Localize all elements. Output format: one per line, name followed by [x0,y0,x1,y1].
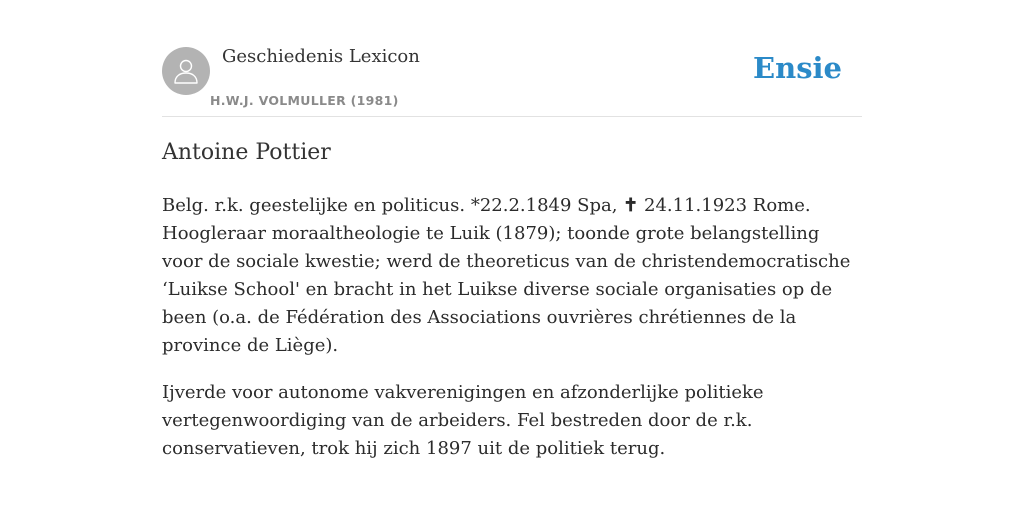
user-icon [171,56,201,86]
source-author[interactable]: H.W.J. VOLMULLER (1981) [210,93,399,108]
brand-logo[interactable]: Ensie [753,51,842,85]
article-header [162,0,862,117]
article-title: Antoine Pottier [162,140,331,165]
avatar[interactable] [162,47,210,95]
death-cross-icon: ✝ [623,195,639,216]
paragraph-1 [162,192,862,360]
paragraph-1-part-b: 24.11.1923 Rome. Hoogleraar moraaltheologie te Luik (1879); toonde grote belangstelling voor de sociale kwestie; werd de theoreticus van de christendemocratische ‘Luikse School' en bracht in het Luikse diverse sociale organisaties op de been (o.a. de Fédération des Associations ouvrières chrétiennes de la province de Liège). [162,195,851,356]
article-body [162,192,862,482]
paragraph-1-part-a: Belg. r.k. geestelijke en politicus. *22.2.1849 Spa, [162,195,624,216]
paragraph-2: Ijverde voor autonome vakverenigingen en afzonderlijke politieke vertegenwoordiging van de arbeiders. Fel bestreden door de r.k. conservatieven, trok hij zich 1897 uit de politiek terug. [162,382,764,459]
article-container [162,0,862,459]
source-title[interactable]: Geschiedenis Lexicon [222,46,420,67]
